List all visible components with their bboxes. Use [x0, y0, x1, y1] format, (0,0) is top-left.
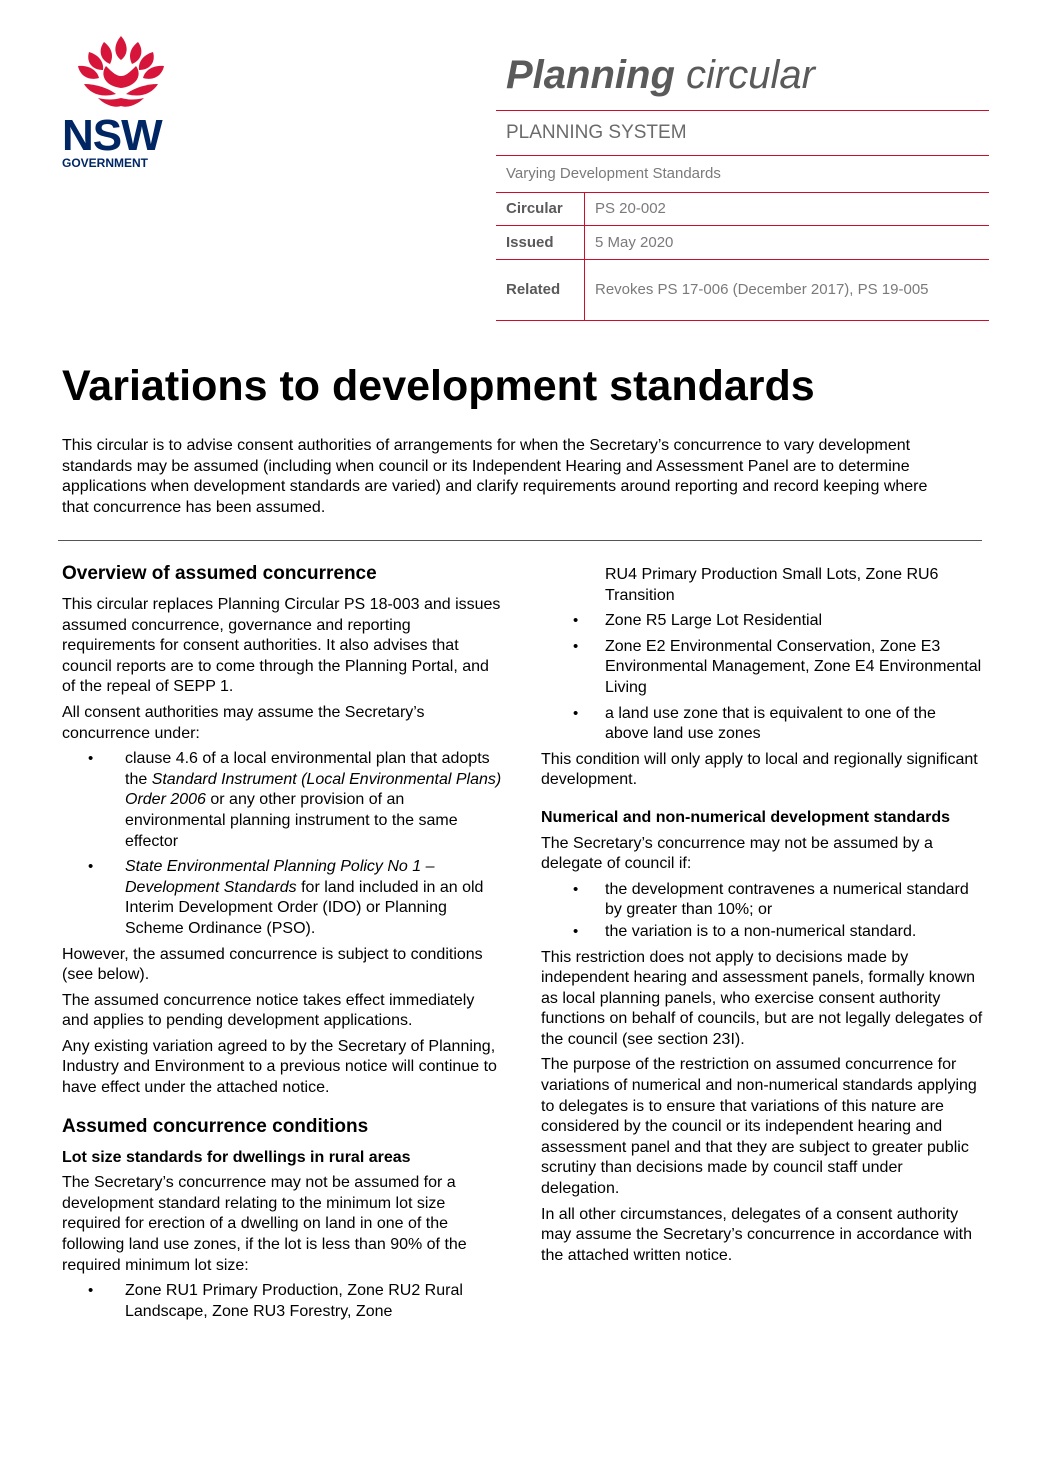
heading-conditions: Assumed concurrence conditions [62, 1115, 369, 1137]
meta-row-issued [496, 226, 989, 260]
heading-numerical: Numerical and non-numerical development standards [541, 808, 950, 826]
meta-row-related [496, 260, 989, 321]
paragraph: The purpose of the restriction on assumed concurrence for variations of numerical and non-numerical standards applying to delegates is to ensure that variations of this nature are considered by the council or its independent hearing and assessment panel and that they are subject to greater public scrutiny than decisions made by council staff under delegation. [541, 1056, 977, 1198]
left-column [62, 562, 504, 1327]
bullet-icon: • [573, 880, 579, 898]
paragraph: The assumed concurrence notice takes effect immediately and applies to pending development applications. [62, 991, 475, 1030]
bullet-icon: • [573, 704, 579, 722]
list-item: • clause 4.6 of a local environmental plan that adopts the Standard Instrument (Local Environmental Plans) Order 2006 or any other provision of an environmental planning instrument to the same effector [88, 750, 502, 850]
bullet-icon: • [573, 612, 579, 630]
paragraph: All consent authorities may assume the Secretary’s concurrence under: [62, 703, 425, 742]
list-item: • Zone R5 Large Lot Residential [541, 611, 983, 632]
header-title [496, 52, 989, 111]
meta-row-circular [496, 193, 989, 226]
logo-government-text: GOVERNMENT [62, 156, 149, 170]
paragraph: Any existing variation agreed to by the Secretary of Planning, Industry and Environment to a previous notice will continue to have effect under the attached notice. [62, 1037, 497, 1097]
meta-value: Revokes PS 17-006 (December 2017), PS 19-005 [595, 281, 929, 298]
list-item-continuation: RU4 Primary Production Small Lots, Zone RU6 Transition [605, 566, 939, 604]
bullet-list [62, 749, 504, 939]
list-item: • a land use zone that is equivalent to one of the above land use zones [573, 704, 936, 743]
bullet-icon: • [88, 858, 94, 876]
list-item: • State Environmental Planning Policy No 1 – Development Standards for land included in an old Interim Development Order (IDO) or Planning Scheme Ordinance (PSO). [88, 858, 484, 937]
right-column [541, 565, 983, 1271]
list-item: • Zone RU1 Primary Production, Zone RU2 Rural Landscape, Zone RU3 Forestry, Zone [88, 1282, 463, 1320]
bullet-icon: • [88, 1282, 94, 1300]
bullet-icon: • [573, 637, 579, 655]
paragraph: The Secretary’s concurrence may not be assumed by a delegate of council if: [541, 834, 933, 873]
nsw-government-logo [62, 36, 180, 170]
header-topic: Varying Development Standards [496, 156, 989, 193]
meta-value: PS 20-002 [595, 200, 666, 217]
circular-header [496, 52, 989, 321]
header-title-bold: Planning [506, 53, 675, 97]
page-title: Variations to development standards [62, 362, 815, 410]
meta-key: Issued [496, 226, 585, 259]
meta-value: 5 May 2020 [595, 234, 674, 251]
paragraph: This circular replaces Planning Circular PS 18-003 and issues assumed concurrence, governance and reporting requirements for consent authorities. It also advises that council reports are to come through the Planning Portal, and of the repeal of SEPP 1. [62, 596, 501, 696]
paragraph: The Secretary’s concurrence may not be assumed for a development standard relating to the minimum lot size required for erection of a dwelling on land in one of the following land use zones, if the lot is less than 90% of the required minimum lot size: [62, 1174, 467, 1274]
header-title-rest: circular [674, 53, 815, 97]
bullet-list [541, 880, 983, 943]
paragraph: However, the assumed concurrence is subject to conditions (see below). [62, 945, 483, 984]
heading-overview: Overview of assumed concurrence [62, 563, 377, 584]
bullet-icon: • [88, 750, 94, 768]
bullet-list [541, 611, 983, 745]
list-item: • the variation is to a non-numerical standard. [541, 922, 983, 943]
header-system: PLANNING SYSTEM [496, 111, 989, 156]
waratah-icon [62, 36, 180, 110]
intro-paragraph: This circular is to advise consent authorities of arrangements for when the Secretary’s concurrence to vary development standards may be assumed (including when council or its Independent Hearing and Assessment Panel are to determine applications when development standards are varied) and clarify requirements around reporting and record keeping where that concurrence has been assumed. [62, 437, 928, 516]
section-divider [58, 540, 982, 541]
bullet-icon: • [573, 922, 579, 940]
paragraph: In all other circumstances, delegates of a consent authority may assume the Secretary’s concurrence in accordance with the attached written notice. [541, 1205, 973, 1264]
list-item: • the development contravenes a numerical standard by greater than 10%; or [573, 880, 969, 919]
paragraph: This restriction does not apply to decisions made by independent hearing and assessment panels, formally known as local planning panels, who exercise consent authority functions on behalf of councils, but are not legally delegates of the council (see section 23I). [541, 948, 983, 1048]
heading-lot-size: Lot size standards for dwellings in rural areas [62, 1148, 411, 1166]
bullet-list [62, 1281, 504, 1322]
paragraph: This condition will only apply to local and regionally significant development. [541, 750, 978, 789]
list-item: • Zone E2 Environmental Conservation, Zone E3 Environmental Management, Zone E4 Environmental Living [573, 637, 982, 696]
logo-nsw-text: NSW [62, 111, 162, 160]
meta-key: Circular [496, 193, 585, 225]
meta-key: Related [496, 260, 585, 320]
